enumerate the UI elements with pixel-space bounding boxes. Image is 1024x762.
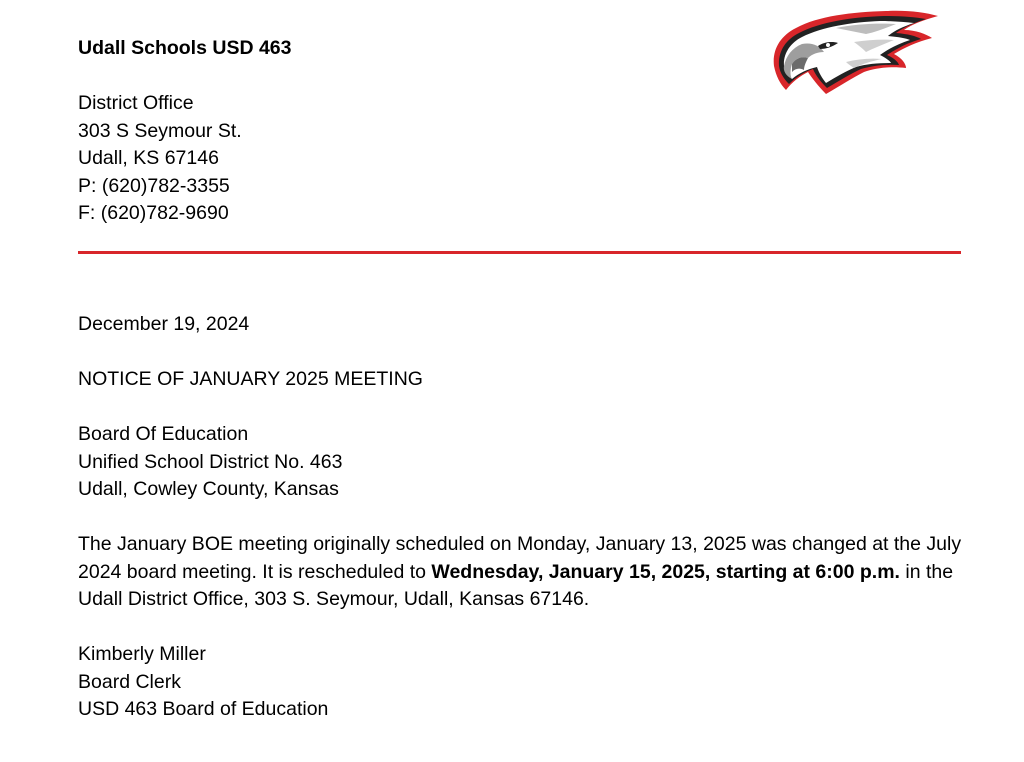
letterhead	[78, 35, 962, 228]
signature-title: Board Clerk	[78, 670, 181, 693]
fax-number: F: (620)782-9690	[78, 202, 229, 224]
street-address: 303 S Seymour St.	[78, 119, 242, 142]
letter-date: December 19, 2024	[78, 313, 250, 335]
recipient-line-2: Unified School District No. 463	[78, 450, 343, 473]
header-divider	[78, 251, 961, 254]
phone-number: P: (620)782-3355	[78, 174, 230, 197]
body-paragraph	[78, 531, 962, 614]
recipient-line-3: Udall, Cowley County, Kansas	[78, 478, 339, 500]
letter-body	[78, 311, 962, 724]
signature-org: USD 463 Board of Education	[78, 698, 329, 720]
recipient-line-1: Board Of Education	[78, 423, 249, 445]
letter-subject: NOTICE OF JANUARY 2025 MEETING	[78, 368, 423, 390]
body-text-2: in the Udall District Office, 303 S. Seymour, Udall, Kansas 67146.	[78, 560, 954, 610]
body-text-bold: Wednesday, January 15, 2025, starting at 6:00 p.m.	[431, 560, 900, 583]
signature-name: Kimberly Miller	[78, 643, 206, 665]
body-text-1: The January BOE meeting originally scheduled on Monday, January 13, 2025 was changed at the July 2024 board meeting. It is rescheduled to	[78, 533, 962, 583]
city-state-zip: Udall, KS 67146	[78, 147, 219, 169]
office-name: District Office	[78, 92, 194, 114]
org-name: Udall Schools USD 463	[78, 37, 292, 59]
